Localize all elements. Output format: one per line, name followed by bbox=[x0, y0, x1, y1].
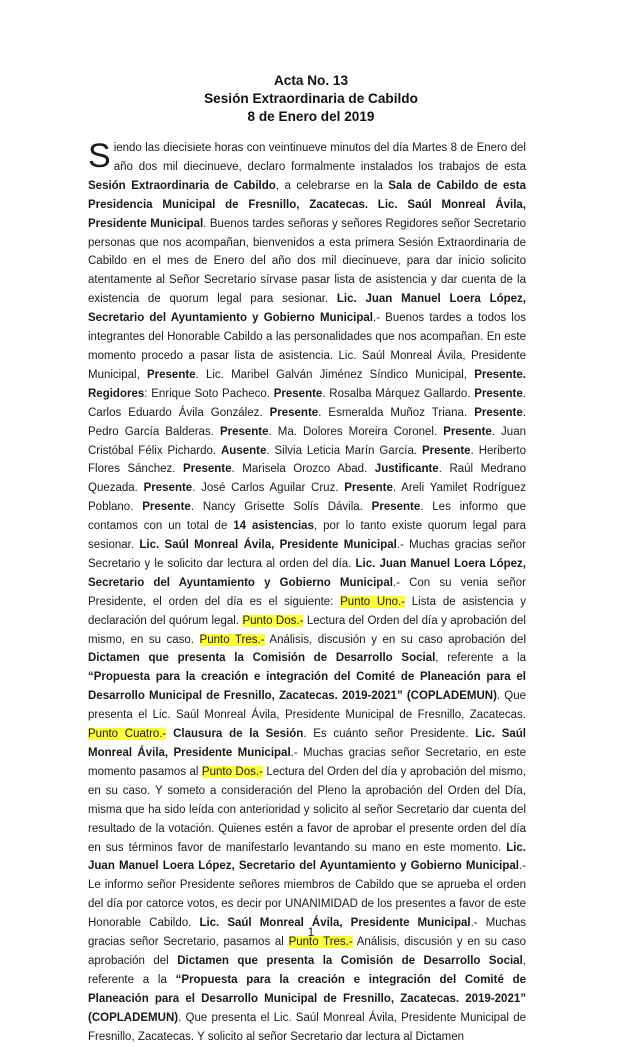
text-run: . Lic. Maribel Galván Jiménez Síndico Municipal, bbox=[195, 368, 475, 381]
text-run: . Buenos tardes señoras y señores Regidores señor Secretario personas que nos acompañan, bienvenidos a esta primera Sesión Extraordinaria de Cabildo en el mes de Enero del año dos mil diecinueve, para dar inicio solicito atentamente al Señor Secretario sírvase pasar lista de asistencia y dar cuenta de la existencia de quorum legal para sesionar. bbox=[88, 217, 526, 306]
text-run: Análisis, discusión y en su caso aprobación del bbox=[264, 633, 527, 646]
bold-text-run: Presente bbox=[182, 463, 232, 476]
document-header bbox=[0, 72, 622, 126]
text-run: Lista de asistencia y declaración del quórum legal. bbox=[88, 595, 526, 627]
text-run: .- Le informo señor Presidente señores miembros de Cabildo que se aprueba el orden del día por catorce votos, es decir por UNANIMIDAD de los presentes a favor de este Honorable Cabildo. bbox=[88, 860, 526, 930]
bold-text-run: Presente bbox=[146, 368, 196, 381]
text-run: . Raúl Medrano Quezada. bbox=[88, 463, 527, 495]
text-run: .- Muchas gracias señor Secretario, en este momento pasamos al bbox=[88, 747, 526, 778]
text-run: . Que presenta el Lic. Saúl Monreal Ávila, Presidente Municipal de Fresnillo, Zacatecas. bbox=[88, 690, 526, 722]
text-run: , por lo tanto existe quorum legal para sesionar. bbox=[88, 520, 526, 552]
bold-text-run: 14 asistencias bbox=[233, 520, 314, 533]
text-run: . Juan Cristóbal Félix Pichardo. bbox=[88, 425, 526, 457]
bold-text-run: Sesión Extraordinaria de Cabildo bbox=[88, 179, 276, 192]
page-number: 1 bbox=[307, 925, 315, 939]
body-paragraph bbox=[88, 139, 526, 1047]
text-run: .- Con su venia señor Presidente, el orden del día es el siguiente: bbox=[88, 576, 526, 608]
text-run: .- Muchas gracias señor Secretario, pasamos al bbox=[88, 917, 526, 949]
text-run: Análisis, discusión y en su caso aprobación del bbox=[88, 936, 526, 967]
bold-text-run: Justificante bbox=[374, 463, 439, 476]
text-run: . Pedro García Balderas. bbox=[88, 406, 526, 438]
text-run: .- Buenos tardes a todos los integrantes del Honorable Cabildo a las personalidades que nos acompañan. En este momento procedo a pasar lista de asistencia. Lic. Saúl Monreal Ávila, Presidente Municipal, bbox=[88, 312, 526, 381]
text-run: . Les informo que contamos con un total de bbox=[88, 501, 526, 533]
bold-text-run: Clausura de la Sesión bbox=[166, 728, 304, 741]
text-run: . Es cuánto señor Presidente. bbox=[303, 728, 476, 741]
bold-text-run: Sala de Cabildo de esta Presidencia Municipal de Fresnillo, Zacatecas. Lic. Saúl Monreal Ávila, Presidente Municipal bbox=[88, 179, 526, 230]
bold-text-run: Dictamen que presenta la Comisión de Desarrollo Social bbox=[88, 652, 436, 665]
text-run: . Heriberto Flores Sánchez. bbox=[88, 444, 527, 476]
text-run: Lectura del Orden del día y aprobación del mismo, en su caso. bbox=[88, 614, 526, 646]
bold-text-run: Presente. Regidores bbox=[88, 368, 526, 400]
session-title: Sesión Extraordinaria de Cabildo bbox=[204, 91, 418, 106]
bold-text-run: “Propuesta para la creación e integración del Comité de Planeación para el Desarrollo Municipal de Fresnillo, Zacatecas. 2019-2021” (COPLADEMUN) bbox=[88, 671, 526, 703]
bold-text-run: Ausente bbox=[221, 444, 267, 457]
bold-text-run: Presente bbox=[273, 387, 323, 400]
text-run: . Nancy Grisette Solís Dávila. bbox=[190, 501, 372, 514]
bold-text-run: Presente bbox=[474, 406, 523, 419]
bold-text-run: Presente bbox=[474, 387, 523, 400]
bold-text-run: Presente bbox=[142, 501, 191, 514]
text-run: , referente a la bbox=[88, 954, 526, 986]
bold-text-run: Lic. Juan Manuel Loera López, Secretario del Ayuntamiento y Gobierno Municipal bbox=[88, 841, 526, 873]
bold-text-run: Presente bbox=[344, 482, 393, 495]
bold-text-run: Presente bbox=[443, 425, 492, 438]
bold-text-run: Presente bbox=[371, 501, 421, 514]
bold-text-run: Presente bbox=[143, 482, 193, 495]
bold-text-run: Lic. Juan Manuel Loera López, Secretario del Ayuntamiento y Gobierno Municipal bbox=[88, 293, 526, 325]
text-run: . Rosalba Márquez Gallardo. bbox=[322, 387, 475, 400]
text-run: iendo las diecisiete horas con veintinueve minutos del día Martes 8 de Enero del año dos mil diecinueve, declaro formalmente instalados los trabajos de esta bbox=[113, 142, 526, 173]
bold-text-run: Lic. Saúl Monreal Ávila, Presidente Municipal bbox=[88, 728, 526, 759]
agenda-point-highlight: Punto Tres.- bbox=[288, 936, 353, 949]
bold-text-run: Presente bbox=[422, 444, 471, 457]
act-number-title: Acta No. 13 bbox=[273, 73, 349, 88]
text-run: : Enrique Soto Pacheco. bbox=[144, 387, 274, 400]
bold-text-run: Lic. Saúl Monreal Ávila, Presidente Municipal bbox=[139, 539, 397, 552]
text-run: . Areli Yamilet Rodríguez Poblano. bbox=[88, 482, 526, 514]
bold-text-run: Presente bbox=[269, 406, 319, 419]
text-run: .- Muchas gracias señor Secretario y le solicito dar lectura al orden del día. bbox=[88, 539, 526, 570]
agenda-point-highlight: Punto Dos.- bbox=[242, 614, 304, 627]
agenda-point-highlight: Punto Uno.- bbox=[340, 595, 406, 608]
text-run: . Silvia Leticia Marín García. bbox=[266, 444, 422, 457]
text-run: . Que presenta el Lic. Saúl Monreal Ávila, Presidente Municipal de Fresnillo, Zacatecas. Y solicito al señor Secretario dar lectura al Dictamen bbox=[88, 1011, 526, 1043]
text-run: . José Carlos Aguilar Cruz. bbox=[192, 482, 345, 495]
drop-cap: S bbox=[88, 137, 111, 175]
text-run: , referente a la bbox=[435, 652, 526, 665]
bold-text-run: Lic. Juan Manuel Loera López, Secretario del Ayuntamiento y Gobierno Municipal bbox=[88, 557, 526, 589]
text-run: . Ma. Dolores Moreira Coronel. bbox=[268, 425, 444, 438]
bold-text-run: Dictamen que presenta la Comisión de Desarrollo Social bbox=[177, 954, 523, 967]
bold-text-run: Lic. Saúl Monreal Ávila, Presidente Municipal bbox=[199, 917, 471, 930]
text-run: . Marisela Orozco Abad. bbox=[231, 463, 375, 476]
session-date: 8 de Enero del 2019 bbox=[247, 109, 375, 124]
bold-text-run: “Propuesta para la creación e integración del Comité de Planeación para el Desarrollo Municipal de Fresnillo, Zacatecas. 2019-2021” (COPLADEMUN) bbox=[88, 973, 526, 1024]
text-run: Lectura del Orden del día y aprobación del mismo, en su caso. Y someto a consideración del Pleno la aprobación del Orden del Día, misma que ha sido leída con anterioridad y solicito al señor Secretario dar cuenta del resultado de la votación. Quienes estén a favor de aprobar el presente orden del día en sus términos favor de manifestarlo levantando su mano en este momento. bbox=[88, 765, 526, 854]
text-run: . Carlos Eduardo Ávila González. bbox=[88, 387, 526, 419]
document-body bbox=[88, 139, 526, 1047]
agenda-point-highlight: Punto Cuatro.- bbox=[88, 728, 167, 741]
bold-text-run: Presente bbox=[219, 425, 269, 438]
agenda-point-highlight: Punto Dos.- bbox=[201, 765, 263, 778]
text-run: . Esmeralda Muñoz Triana. bbox=[318, 406, 475, 419]
text-run: , a celebrarse en la bbox=[275, 179, 389, 192]
agenda-point-highlight: Punto Tres.- bbox=[199, 633, 265, 646]
